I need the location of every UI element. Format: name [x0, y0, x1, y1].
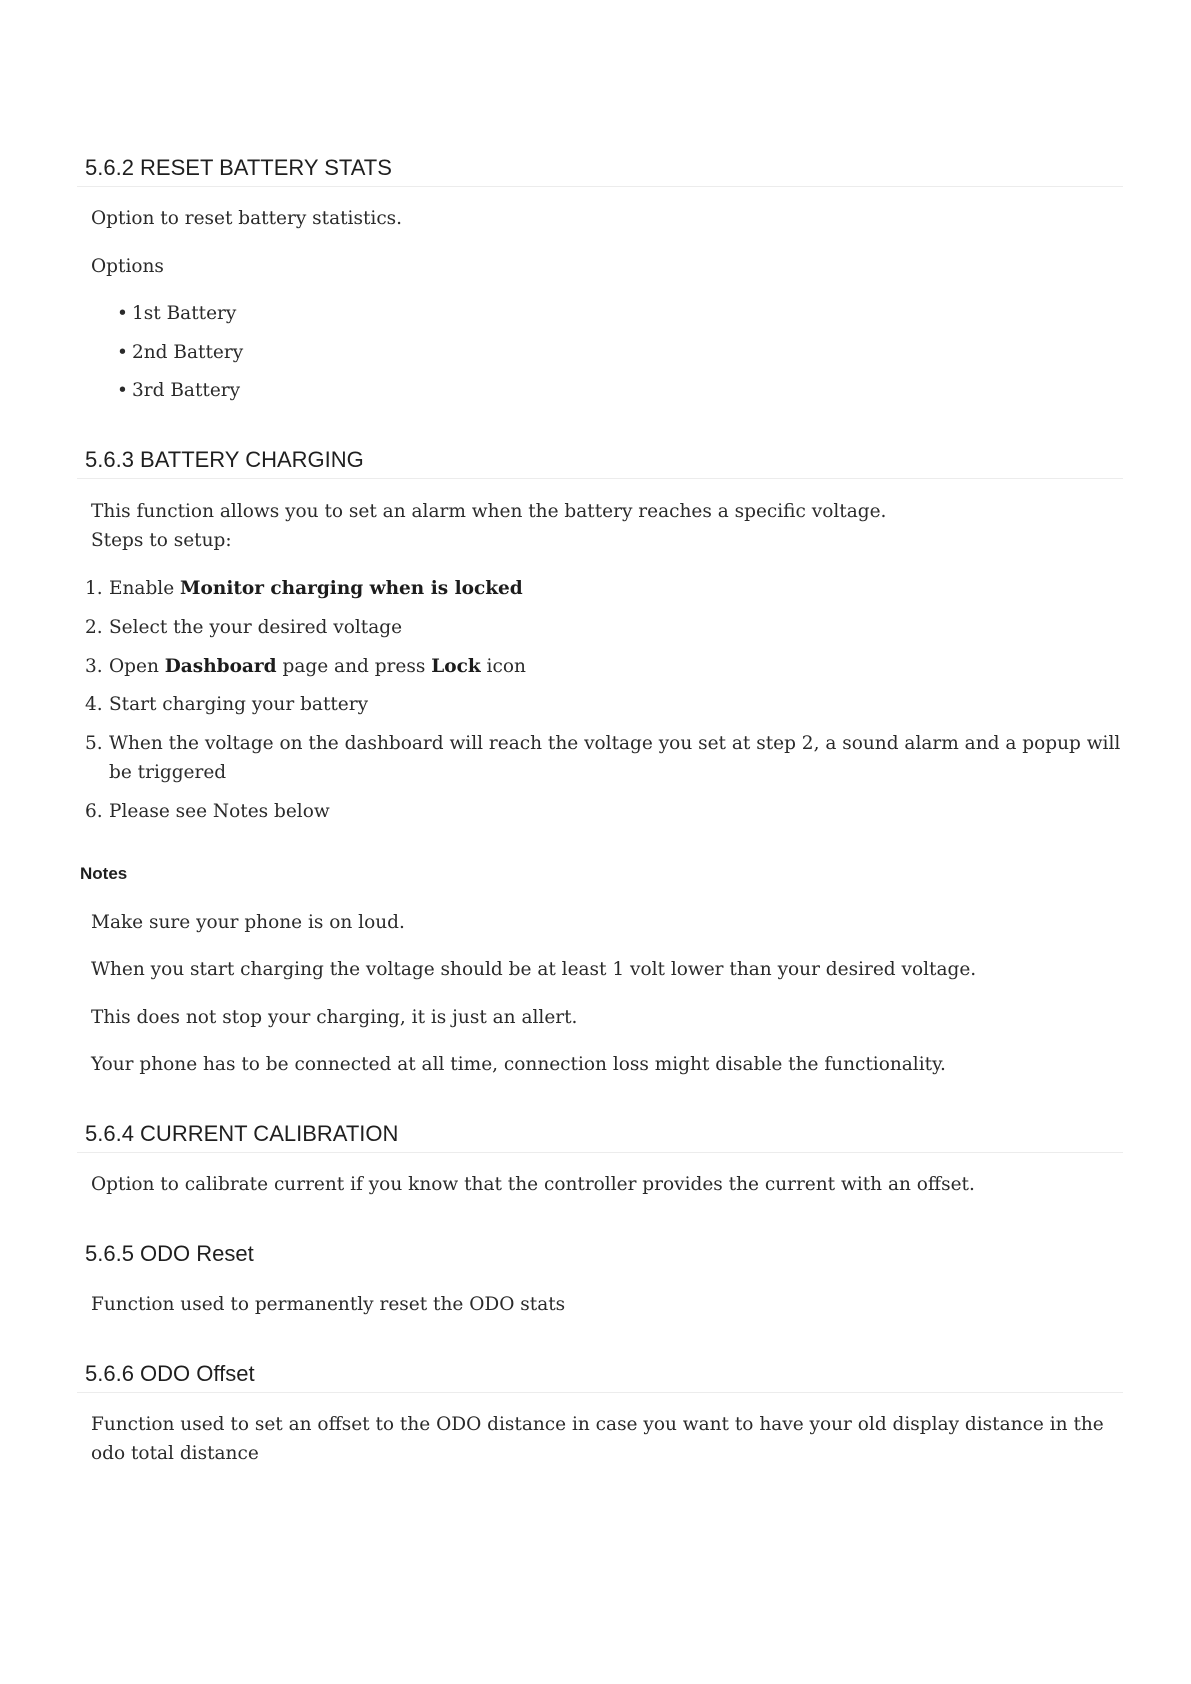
- step-number: 1.: [85, 578, 103, 599]
- heading-current-calibration: 5.6.4 CURRENT CALIBRATION: [85, 1121, 399, 1146]
- step-text: Please see Notes below: [109, 801, 330, 822]
- step-number: 5.: [85, 733, 103, 754]
- step-number: 3.: [85, 656, 103, 677]
- step-text-plain: icon: [480, 656, 526, 677]
- list-item: [117, 341, 243, 365]
- step-text-plain: Open: [109, 656, 165, 677]
- list-item: [117, 302, 236, 326]
- odo-offset-description: Function used to set an offset to the ODO distance in case you want to have your old display distance in the odo total distance: [91, 1414, 1104, 1464]
- step-text: Select the your desired voltage: [109, 617, 403, 638]
- list-item: [117, 379, 240, 403]
- notes-heading: Notes: [80, 864, 128, 883]
- step-text: Start charging your battery: [109, 694, 369, 715]
- bullet-icon: •: [117, 342, 128, 363]
- list-item: [85, 652, 1125, 681]
- heading-divider: [77, 1392, 1123, 1393]
- step-text-bold: Dashboard: [164, 656, 277, 677]
- current-calibration-description: Option to calibrate current if you know that the controller provides the current with an offset.: [91, 1174, 975, 1195]
- heading-odo-reset: 5.6.5 ODO Reset: [85, 1241, 254, 1266]
- step-text: [109, 574, 1125, 603]
- odo-reset-description: Function used to permanently reset the ODO stats: [91, 1294, 566, 1315]
- step-text: When the voltage on the dashboard will reach the voltage you set at step 2, a sound alarm and a popup will be triggered: [109, 733, 1121, 783]
- step-number: 4.: [85, 694, 103, 715]
- step-text-plain: page and press: [276, 656, 432, 677]
- heading-reset-battery-stats: 5.6.2 RESET BATTERY STATS: [85, 155, 392, 180]
- list-item: [85, 574, 1125, 603]
- step-text-bold: Lock: [431, 656, 481, 677]
- reset-battery-description: Option to reset battery statistics.: [91, 208, 403, 229]
- note-text: Your phone has to be connected at all time, connection loss might disable the functionality.: [91, 1054, 946, 1075]
- note-text: Make sure your phone is on loud.: [91, 912, 405, 933]
- list-item: [85, 613, 1125, 642]
- bullet-icon: •: [117, 380, 128, 401]
- option-label: 3rd Battery: [132, 380, 241, 401]
- step-number: 6.: [85, 801, 103, 822]
- steps-label: Steps to setup:: [91, 530, 232, 551]
- note-text: This does not stop your charging, it is just an allert.: [91, 1007, 578, 1028]
- bullet-icon: •: [117, 303, 128, 324]
- step-text-plain: Enable: [109, 578, 181, 599]
- list-item: [85, 729, 1125, 787]
- heading-battery-charging: 5.6.3 BATTERY CHARGING: [85, 447, 364, 472]
- option-label: 1st Battery: [132, 303, 237, 324]
- option-label: 2nd Battery: [132, 342, 244, 363]
- step-number: 2.: [85, 617, 103, 638]
- heading-divider: [77, 1152, 1123, 1153]
- options-label: Options: [91, 256, 164, 277]
- heading-odo-offset: 5.6.6 ODO Offset: [85, 1361, 255, 1386]
- heading-divider: [77, 478, 1123, 479]
- step-text: [109, 652, 1125, 681]
- list-item: [85, 797, 1125, 826]
- battery-charging-description: This function allows you to set an alarm when the battery reaches a specific voltage.: [91, 501, 887, 522]
- step-text-bold: Monitor charging when is locked: [180, 578, 523, 599]
- heading-divider: [77, 186, 1123, 187]
- note-text: When you start charging the voltage should be at least 1 volt lower than your desired voltage.: [91, 959, 977, 980]
- list-item: [85, 690, 1125, 719]
